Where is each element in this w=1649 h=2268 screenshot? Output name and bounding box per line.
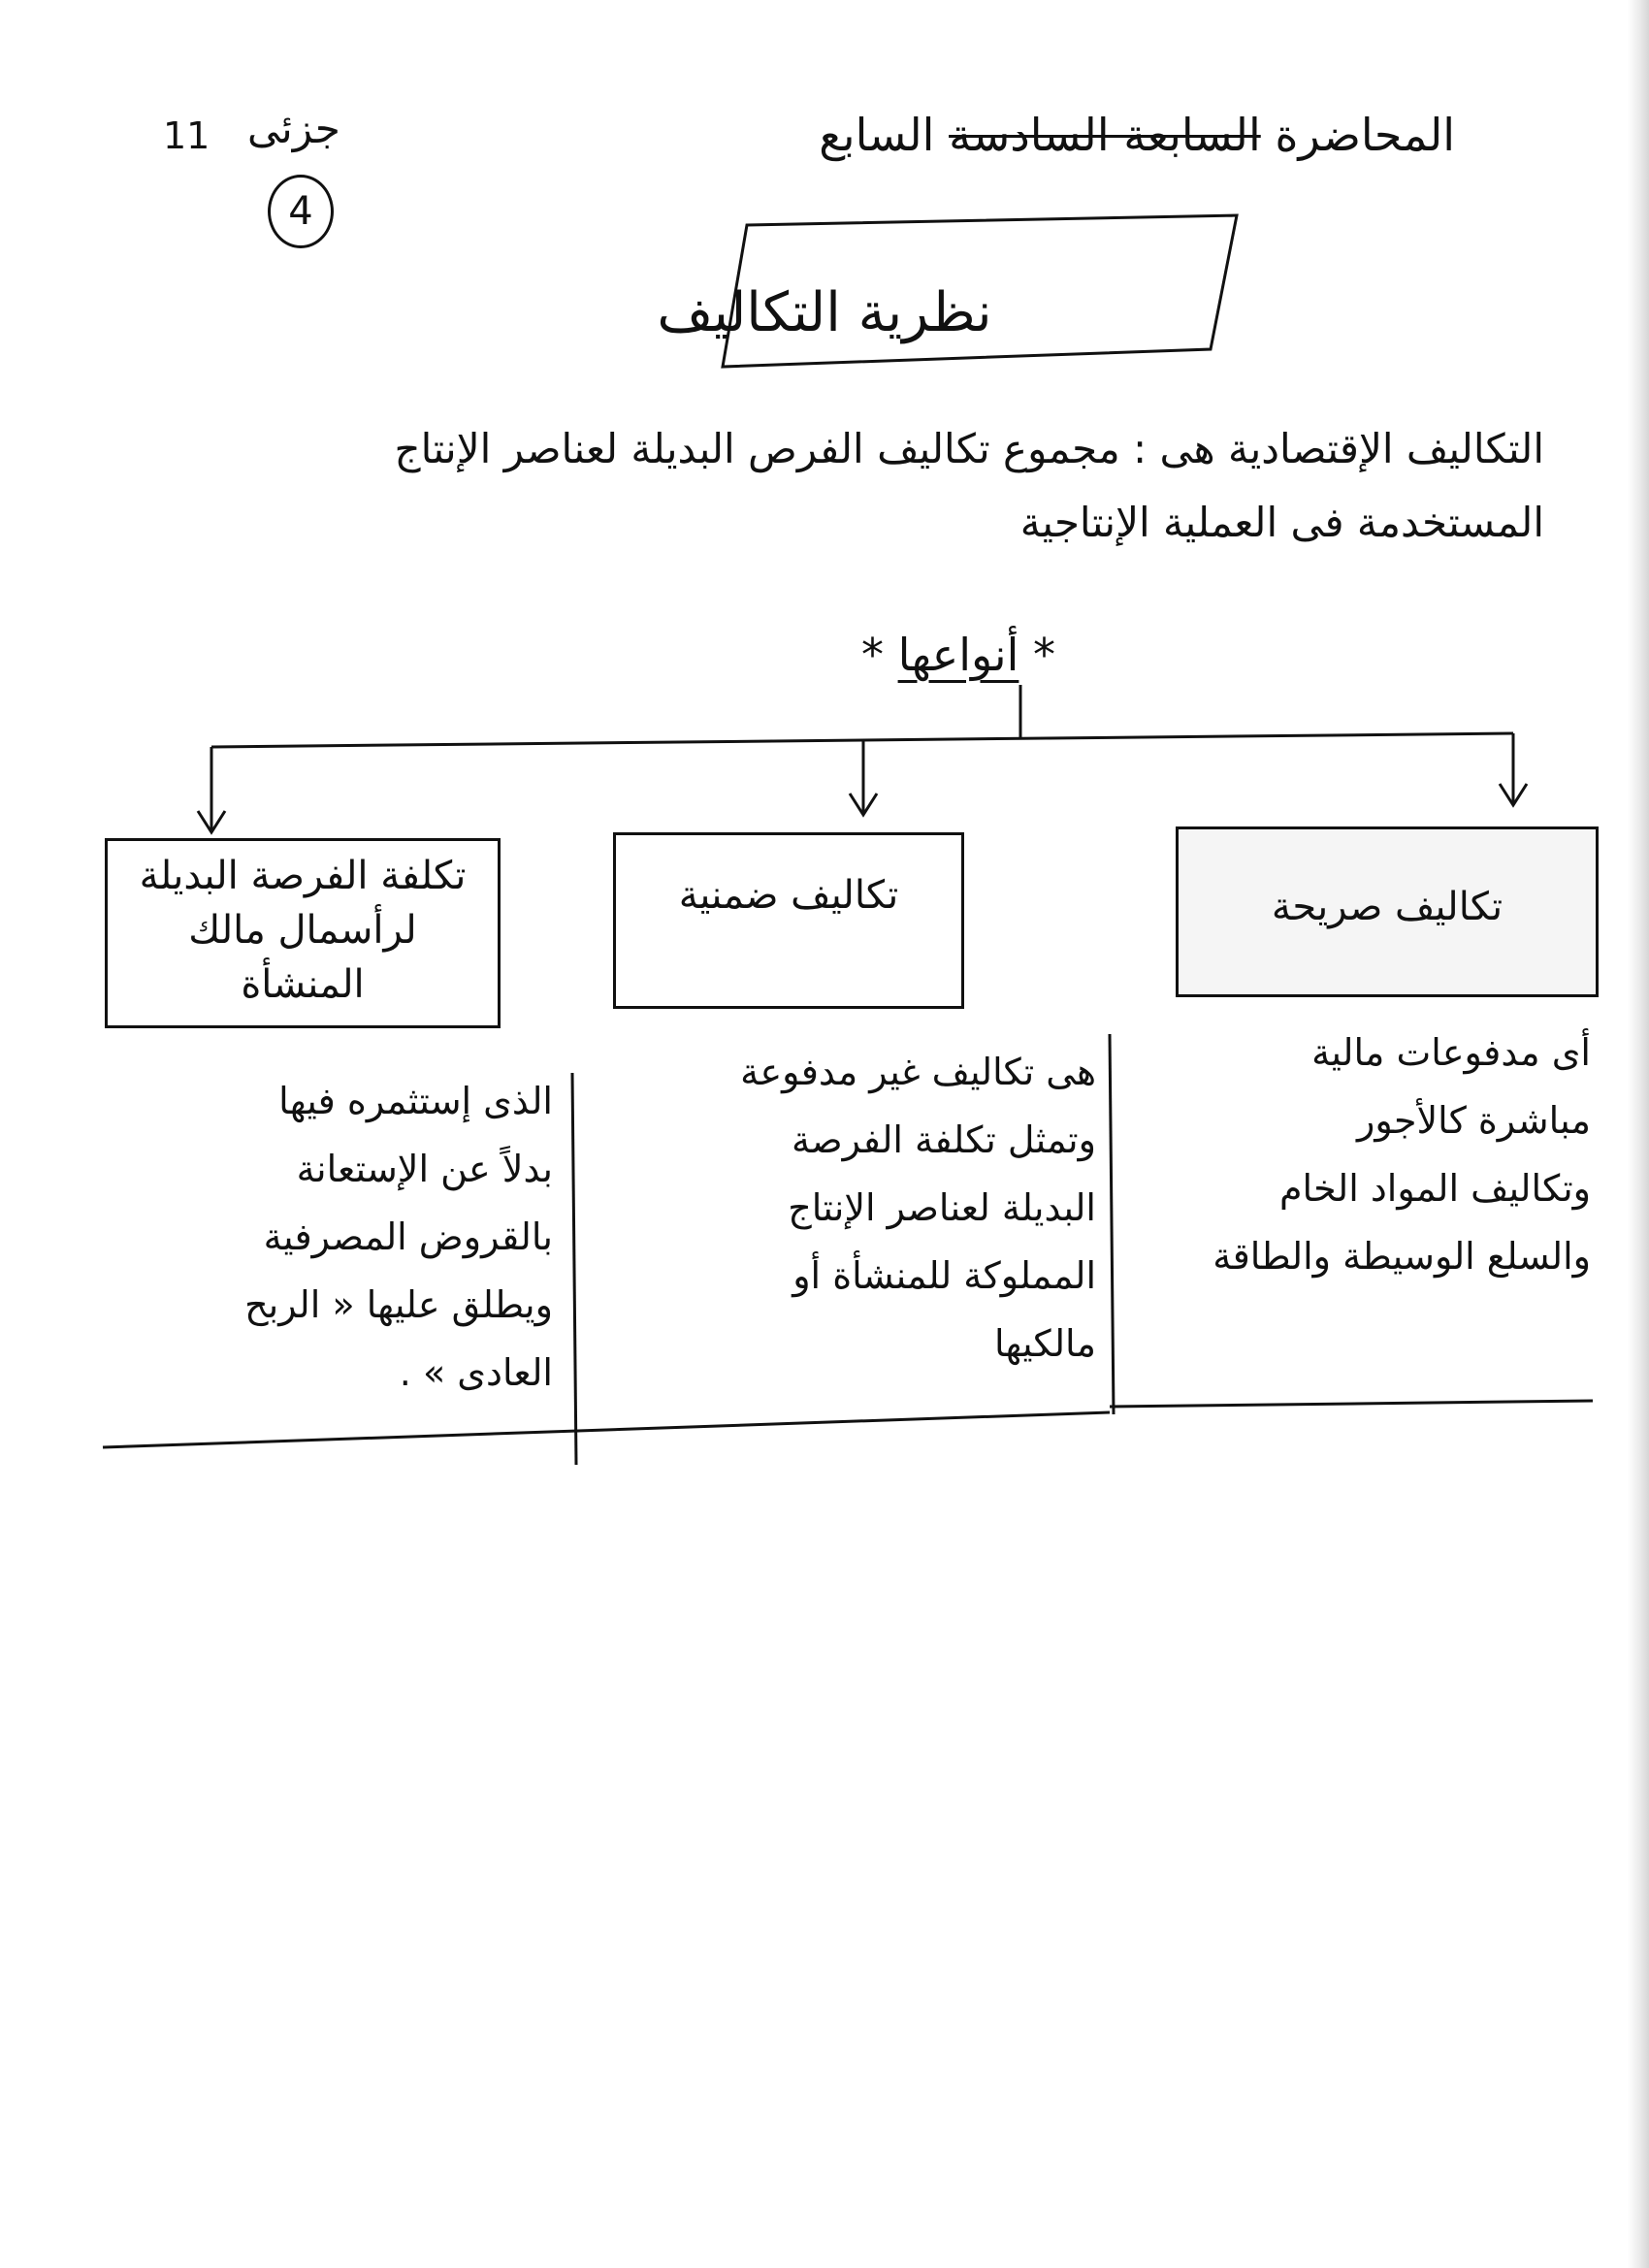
explicit-desc-line: وتكاليف المواد الخام	[1278, 1167, 1591, 1210]
implicit-costs-title: تكاليف ضمنية	[678, 873, 899, 918]
implicit-desc-line: وتمثل تكلفة الفرصة	[791, 1118, 1096, 1161]
opportunity-cost-title-1: تكلفة الفرصة البديلة	[139, 854, 467, 898]
implicit-desc-line: هى تكاليف غير مدفوعة	[740, 1051, 1096, 1093]
explicit-costs-box	[1176, 826, 1599, 997]
lecture-final: السابع	[819, 109, 935, 161]
star-mark-right: *	[1033, 629, 1055, 681]
explicit-costs-description	[1154, 1019, 1591, 1290]
types-heading	[861, 629, 1055, 681]
part-label: جزئى	[247, 105, 340, 152]
lecture-prefix: المحاضرة	[1275, 109, 1455, 161]
opportunity-cost-title-3: المنشأة	[241, 962, 365, 1007]
column-divider-left	[572, 1073, 576, 1465]
opportunity-desc-line: بدلاً عن الإستعانة	[296, 1148, 553, 1190]
implicit-costs-box	[613, 832, 964, 1009]
definition-line-2: المستخدمة فى العملية الإنتاجية	[1019, 499, 1544, 546]
explicit-desc-line: أى مدفوعات مالية	[1311, 1031, 1591, 1074]
definition-line-1: التكاليف الإقتصادية هى : مجموع تكاليف الفرص البديلة لعناصر الإنتاج	[394, 425, 1544, 472]
bottom-line-right	[1110, 1401, 1593, 1407]
opportunity-desc-line: ويطلق عليها « الربح	[244, 1283, 553, 1326]
implicit-desc-line: البديلة لعناصر الإنتاج	[788, 1186, 1096, 1229]
explicit-desc-line: مباشرة كالأجور	[1356, 1099, 1591, 1142]
circled-number: 4	[268, 175, 334, 248]
explicit-costs-title: تكاليف صريحة	[1271, 885, 1504, 929]
explicit-desc-line: والسلع الوسيطة والطاقة	[1212, 1235, 1591, 1278]
opportunity-desc-line: الذى إستثمره فيها	[278, 1080, 553, 1122]
column-divider-right	[1110, 1034, 1114, 1414]
implicit-desc-line: المملوكة للمنشأة أو	[792, 1254, 1096, 1297]
types-heading-text: أنواعها	[897, 629, 1019, 681]
bottom-line-left	[103, 1412, 1110, 1447]
opportunity-desc-line: بالقروض المصرفية	[263, 1215, 553, 1258]
page-title: نظرية التكاليف	[657, 281, 992, 344]
lecture-struck-text: السابعة السادسة	[949, 109, 1261, 161]
opportunity-cost-title-2: لرأسمال مالك	[188, 908, 417, 953]
star-mark-left: *	[860, 629, 884, 681]
opportunity-cost-box	[105, 838, 501, 1028]
part-number: 11	[163, 114, 210, 157]
implicit-costs-description	[611, 1038, 1096, 1377]
implicit-desc-line: مالكيها	[993, 1322, 1096, 1365]
opportunity-cost-description	[146, 1067, 553, 1407]
opportunity-desc-line: العادى » .	[399, 1351, 553, 1394]
